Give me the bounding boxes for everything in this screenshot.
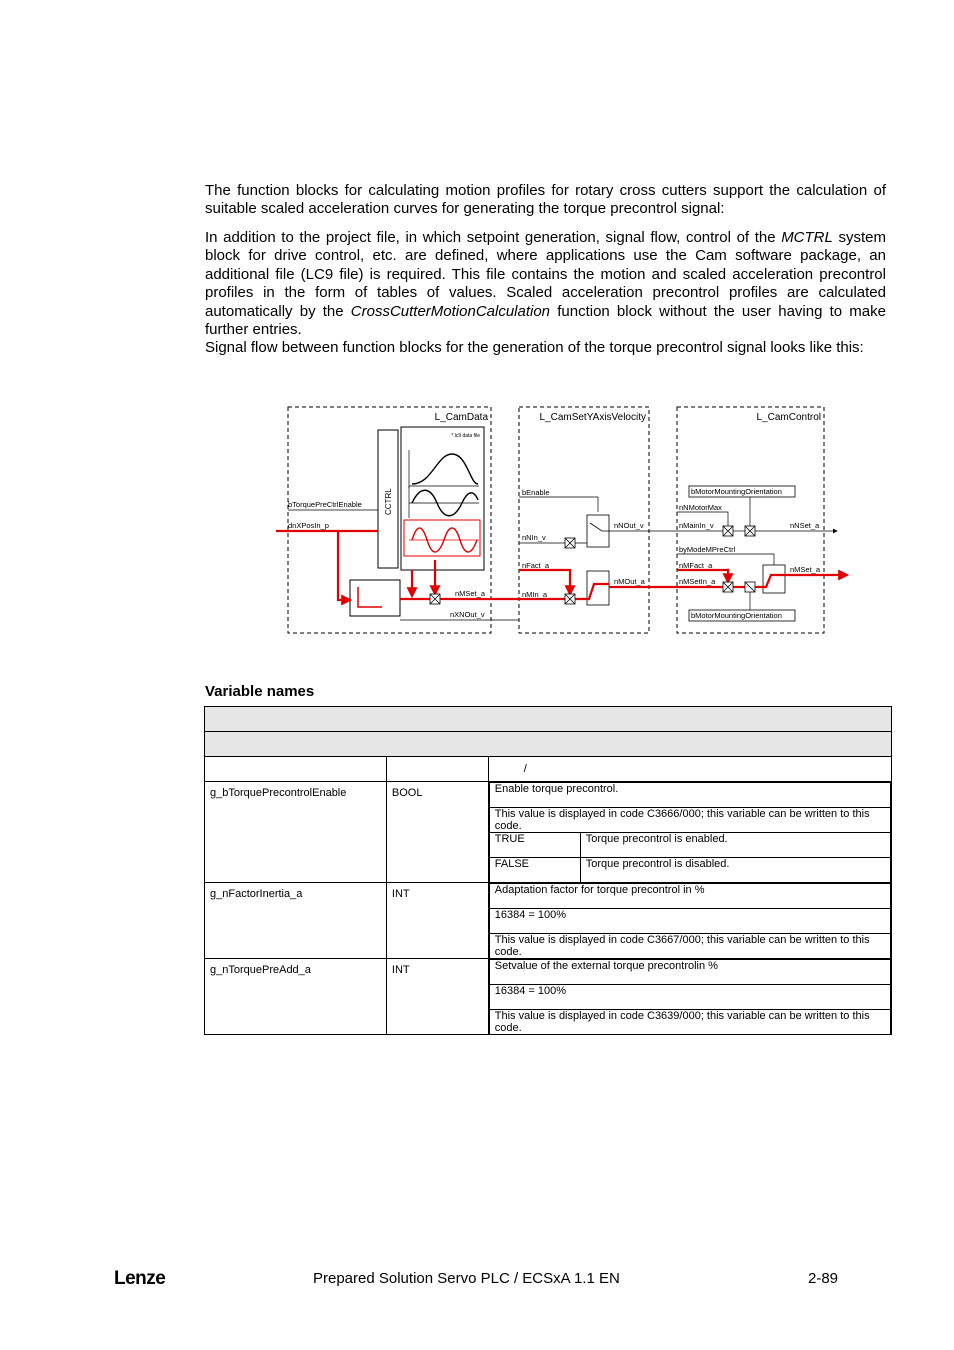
table-header-row	[205, 757, 892, 782]
b2-nout-label: nNOut_v	[614, 521, 644, 530]
b3-main-label: nMainIn_v	[679, 521, 714, 530]
p2-text-c: function block without the user having to make further entries.	[205, 302, 886, 339]
b3-msetout-label: nMSet_a	[790, 565, 821, 574]
var-name: g_nTorquePreAdd_a	[210, 964, 311, 976]
out-mset-label: nMSet_a	[455, 589, 486, 598]
p2-text-a: In addition to the project file, in which setpoint generation, signal flow, control of the	[205, 229, 782, 246]
desc-line: 16384 = 100%	[489, 909, 890, 934]
b2-min-label: nMIn_a	[522, 590, 548, 599]
block2-title: L_CamSetYAxisVelocity	[539, 412, 646, 423]
b3-orient-top-label: bMotorMountingOrientation	[691, 487, 782, 496]
b3-mfact-label: nMFact_a	[679, 561, 713, 570]
b3-orient-bot-label: bMotorMountingOrientation	[691, 611, 782, 620]
table-row	[205, 959, 892, 1035]
p2-mctrl: MCTRL	[781, 229, 833, 246]
b3-bymode-label: byModeMPreCtrl	[679, 545, 736, 554]
var-type: INT	[391, 964, 410, 976]
lenze-logo: Lenze	[114, 1268, 166, 1289]
intro-paragraph-2	[205, 229, 886, 339]
header-slash: /	[523, 763, 527, 775]
variable-names-heading: Variable names	[205, 683, 315, 700]
desc-line: Adaptation factor for torque precontrol in %	[489, 884, 890, 909]
var-type: INT	[391, 888, 410, 900]
value-cell: TRUE	[489, 833, 580, 858]
meaning-cell: Torque precontrol is enabled.	[580, 833, 890, 858]
intro-paragraph-1: The function blocks for calculating motion profiles for rotary cross cutters support the calculation of suitable scaled acceleration curves for generating the torque precontrol signal:	[205, 182, 886, 218]
b3-nset-label: nNSet_a	[790, 521, 820, 530]
desc-line: This value is displayed in code C3666/000; this variable can be written to this code.	[489, 808, 890, 833]
var-type: BOOL	[391, 787, 423, 799]
b2-fact-label: nFact_a	[522, 561, 550, 570]
variable-table	[204, 706, 892, 1035]
lc9-note: *.lc9 data file	[451, 433, 480, 439]
table-row	[205, 782, 892, 883]
table-subtitle-band	[205, 732, 892, 757]
table-row	[205, 883, 892, 959]
intro-paragraph-3: Signal flow between function blocks for the generation of the torque precontrol signal looks like this:	[205, 339, 864, 356]
var-name: g_nFactorInertia_a	[210, 888, 303, 900]
block3-title: L_CamControl	[756, 412, 821, 423]
desc-line: This value is displayed in code C3639/000; this variable can be written to this code.	[489, 1010, 890, 1035]
p2-text-b: system block for drive control, etc. are defined, where applications use the Cam software package, an additional file (LC9 file) is required. This file contains the motion and scaled acceleration precontrol profiles in the form of tables of values. Scaled acceleration precontrol profiles are calculated automatically by the	[205, 229, 886, 320]
b2-nin-label: nNIn_v	[522, 533, 546, 542]
page-number: 2-89	[808, 1270, 839, 1287]
b3-nmax-label: nNMotorMax	[679, 503, 722, 512]
desc-line: Setvalue of the external torque precontrolin %	[489, 960, 890, 985]
desc-line: Enable torque precontrol.	[489, 783, 890, 808]
switch-box-2	[587, 571, 609, 605]
b2-mout-label: nMOut_a	[614, 577, 645, 586]
meaning-cell: Torque precontrol is disabled.	[580, 858, 890, 883]
switch-box-3	[763, 565, 785, 593]
profile-box	[401, 427, 484, 570]
footer-title: Prepared Solution Servo PLC / ECSxA 1.1 EN	[313, 1270, 620, 1287]
value-cell: FALSE	[489, 858, 580, 883]
in-pos-label: dnXPosIn_p	[288, 521, 329, 530]
var-name: g_bTorquePrecontrolEnable	[210, 787, 347, 799]
desc-line: 16384 = 100%	[489, 985, 890, 1010]
signal-flow-diagram	[272, 400, 852, 645]
in-enable-label: bTorquePreCtrlEnable	[288, 500, 362, 509]
table-title-band	[205, 707, 892, 732]
b3-msetin-label: nMSetIn_a	[679, 577, 716, 586]
b2-enable-label: bEnable	[522, 488, 550, 497]
desc-line: This value is displayed in code C3667/000; this variable can be written to this code.	[489, 934, 890, 959]
block1-title: L_CamData	[434, 412, 488, 423]
block-camcontrol	[677, 407, 824, 633]
cctrl-label: CCTRL	[384, 488, 393, 515]
out-xnout-label: nXNOut_v	[450, 610, 485, 619]
p2-function-block: CrossCutterMotionCalculation	[350, 302, 551, 320]
